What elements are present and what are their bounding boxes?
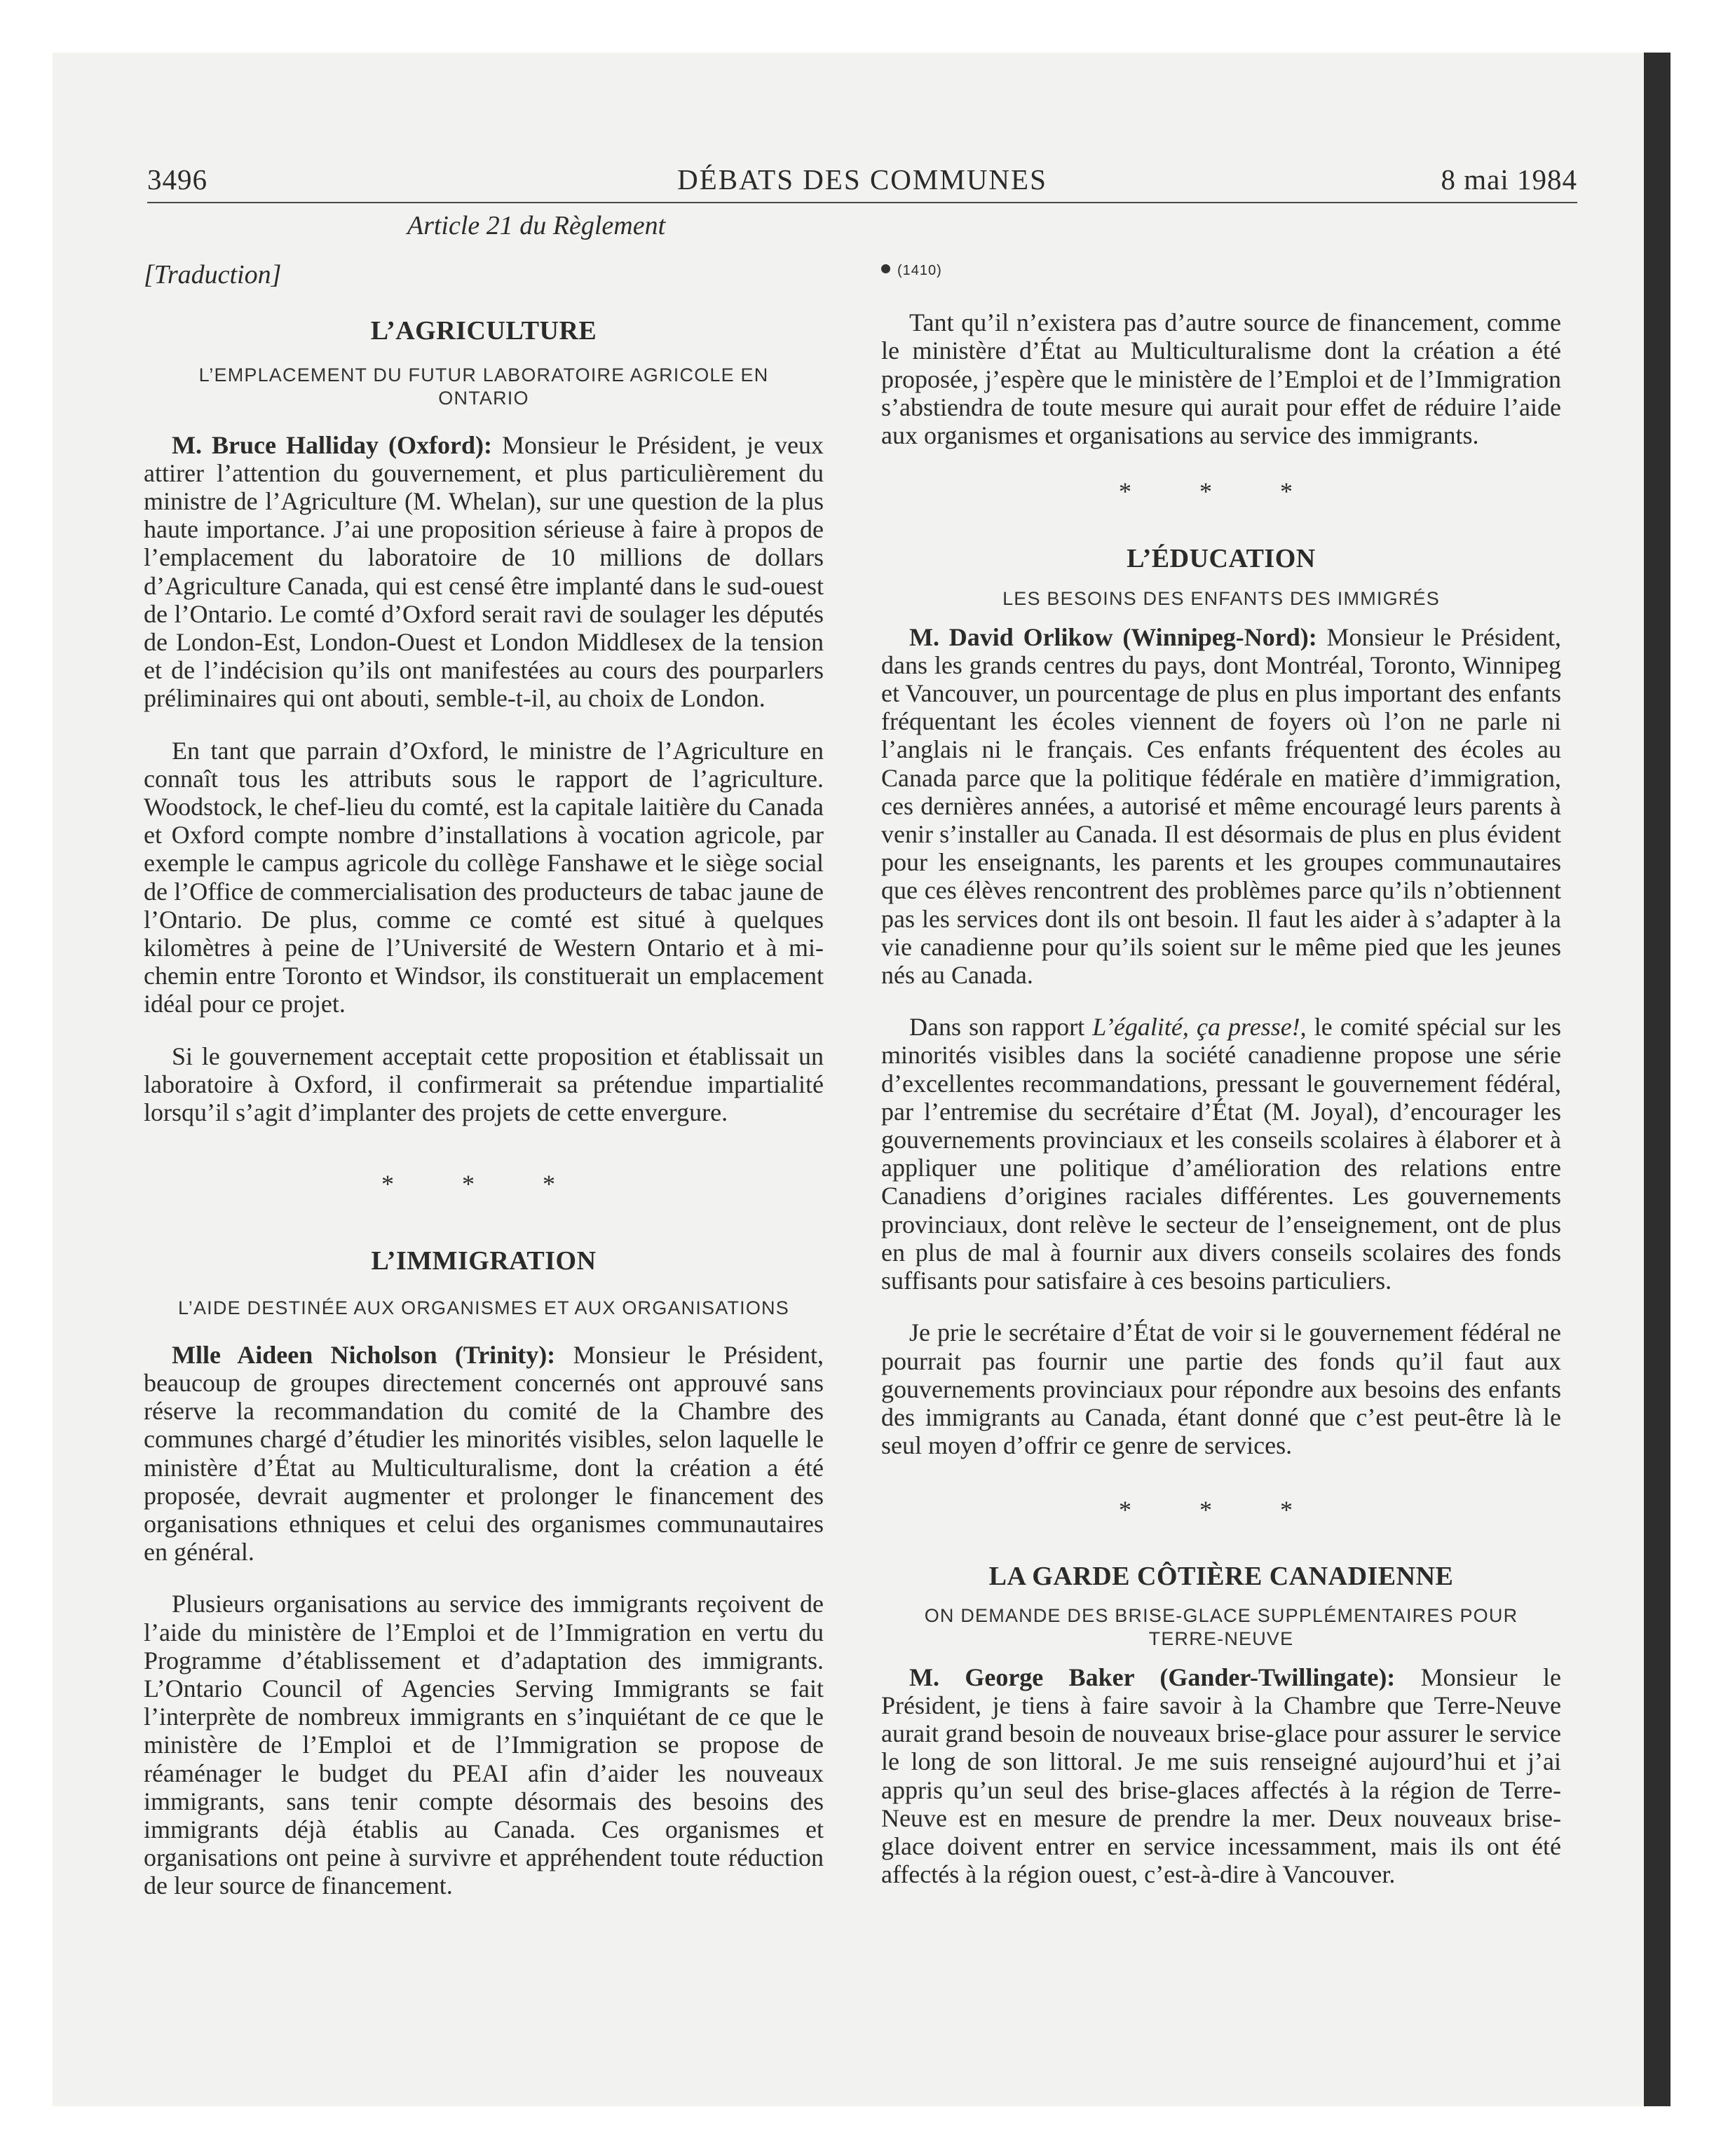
education-paragraph bbox=[881, 623, 1561, 990]
right-column bbox=[881, 252, 1561, 1888]
immigration-subheading: L’AIDE DESTINÉE AUX ORGANISMES ET AUX ORGANISATIONS bbox=[178, 1297, 789, 1318]
agriculture-subheading: L’EMPLACEMENT DU FUTUR LABORATOIRE AGRICOLE EN ONTARIO bbox=[198, 364, 769, 409]
immigration-paragraph: Plusieurs organisations au service des immigrants reçoivent de l’aide du ministère de l’Emploi et de l’Immigration en vertu du Programme d’établissement et d’adaptation des immigrants. L’Ontario Council of Agencies Serving Immigrants se fait l’interprète de nombreux immigrants en s’inquiétant de ce que le ministère de l’Emploi et de l’Immigration se propose de réaménager le budget du PEAI afin d’aider les nouveaux immigrants, sans tenir compte désormais des besoins des immigrants déjà établis au Canada. Ces organismes et organisations ont peine à survivre et appréhendent toute réduction de leur source de financement. bbox=[144, 1590, 824, 1900]
agriculture-paragraph: En tant que parrain d’Oxford, le ministre de l’Agriculture en connaît tous les attributs sous le rapport de l’agriculture. Woodstock, le chef-lieu du comté, est la capitale laitière du Canada et Oxford compte nombre d’installations à vocation agricole, par exemple le campus agricole du collège Fanshawe et le siège social de l’Office de commercialisation des producteurs de tabac jaune de l’Ontario. De plus, comme ce comté est situé à quelques kilomètres à peine de l’Université de Western Ontario et à mi-chemin entre Toronto et Windsor, ils constituerait un emplacement idéal pour ce projet. bbox=[144, 736, 824, 1018]
publication-title: DÉBATS DES COMMUNES bbox=[677, 163, 1047, 196]
agriculture-paragraph: Si le gouvernement acceptait cette proposition et établissait un laboratoire à Oxford, il confirmerait sa prétendue impartialité lorsqu’il s’agit d’implanter des projets de cette envergure. bbox=[144, 1042, 824, 1127]
bullet-icon bbox=[881, 264, 890, 273]
paragraph-text: Monsieur le Président, je tiens à faire savoir à la Chambre que Terre-Neuve aurait grand besoin de nouveaux brise-glace pour assurer le service le long de son littoral. Je me suis renseigné aujourd’hui et j’ai appris qu’un seul des brise-glaces affectés à la région de Terre-Neuve est en mesure de prendre la mer. Deux nouveaux brise-glace doivent entrer en service incessamment, mais ils ont été affectés à la région ouest, c’est-à-dire à Vancouver. bbox=[881, 1663, 1561, 1889]
education-paragraph: Je prie le secrétaire d’État de voir si le gouvernement fédéral ne pourrait pas fournir une partie des fonds qu’il faut aux gouvernements provinciaux pour répondre aux besoins des enfants des immigrants au Canada, étant donné que c’est peut-être là le seul moyen d’offrir ce genre de services. bbox=[881, 1318, 1561, 1460]
page-number: 3496 bbox=[147, 163, 207, 196]
immigration-paragraph: Tant qu’il n’existera pas d’autre source de financement, comme le ministère d’État au Multiculturalisme dont la création a été proposée, j’espère que le ministère de l’Emploi et de l’Immigration s’abstiendra de toute mesure qui aurait pour effet de réduire l’aide aux organismes et organisations au service des immigrants. bbox=[881, 308, 1561, 450]
scan-edge bbox=[1644, 53, 1671, 2106]
immigration-heading: L’IMMIGRATION bbox=[371, 1246, 597, 1276]
timestamp: (1410) bbox=[881, 252, 1561, 285]
education-paragraph: Dans son rapport L’égalité, ça presse!, le comité spécial sur les minorités visibles dans la société canadienne propose une série d’excellentes recommandations, pressant le gouvernement fédéral, par l’entremise du secrétaire d’État (M. Joyal), d’encourager les gouvernements provinciaux et les conseils scolaires à élaborer et à appliquer une politique d’amélioration des relations entre Canadiens d’origines raciales différentes. Les gouvernements provinciaux, dont relève le secteur de l’enseignement, ont de plus en plus de mal à fournir aux divers conseils scolaires des fonds suffisants pour satisfaire à ces besoins particuliers. bbox=[881, 1013, 1561, 1295]
section-separator: * * * bbox=[1119, 477, 1324, 506]
education-subheading: LES BESOINS DES ENFANTS DES IMMIGRÉS bbox=[1002, 587, 1440, 609]
coast-guard-paragraph bbox=[881, 1663, 1561, 1889]
coast-guard-subheading: ON DEMANDE DES BRISE-GLACE SUPPLÉMENTAIRES POUR TERRE-NEUVE bbox=[924, 1604, 1518, 1649]
section-separator: * * * bbox=[381, 1170, 586, 1199]
left-column bbox=[144, 210, 824, 1900]
section-separator: * * * bbox=[1119, 1496, 1324, 1524]
paragraph-text: Monsieur le Président, beaucoup de groupes directement concernés ont approuvé sans réserve la recommandation du comité de la Chambre des communes chargé d’étudier les minorités visibles, selon laquelle le ministère d’État au Multiculturalisme, dont la création a été proposée, devrait augmenter et prolonger le financement des organisations ethniques et celui des organismes communautaires en général. bbox=[144, 1340, 824, 1567]
page-date: 8 mai 1984 bbox=[1441, 163, 1577, 196]
coast-guard-heading: LA GARDE CÔTIÈRE CANADIENNE bbox=[988, 1561, 1454, 1591]
report-title: L’égalité, ça presse! bbox=[1092, 1013, 1300, 1042]
speaker-name: M. David Orlikow (Winnipeg-Nord): bbox=[909, 622, 1317, 651]
speaker-name: M. George Baker (Gander-Twillingate): bbox=[909, 1663, 1396, 1691]
paragraph-text: Monsieur le Président, dans les grands centres du pays, dont Montréal, Toronto, Winnipeg et Vancouver, un pourcentage de plus en plus important des enfants fréquentant les écoles viennent de foyers où l’on ne parle ni l’anglais ni le français. Ces enfants fréquentent des écoles au Canada parce que la politique fédérale en matière d’immigration, ces dernières années, a autorisé et même encouragé leurs parents à venir s’installer au Canada. Il est désormais de plus en plus évident pour les enseignants, les parents et les groupes communautaires que ces élèves rencontrent des problèmes parce qu’ils n’obtiennent pas les services dont ils ont besoin. Il faut les aider à s’adapter à la vie canadienne pour qu’ils soient sur le même pied que les jeunes nés au Canada. bbox=[881, 622, 1561, 990]
translation-note: [Traduction] bbox=[144, 260, 282, 290]
speaker-name: M. Bruce Halliday (Oxford): bbox=[172, 430, 492, 459]
page-header bbox=[147, 160, 1577, 203]
rule-title: Article 21 du Règlement bbox=[407, 211, 666, 240]
speaker-name: Mlle Aideen Nicholson (Trinity): bbox=[172, 1340, 556, 1369]
agriculture-heading: L’AGRICULTURE bbox=[370, 316, 597, 346]
paragraph-text: Monsieur le Président, je veux attirer l’attention du gouvernement, et plus particulièrement du ministre de l’Agriculture (M. Whelan), sur une question de la plus haute importance. J’ai une proposition sérieuse à faire à propos de l’emplacement du laboratoire de 10 millions de dollars d’Agriculture Canada, qui est censé être implanté dans le sud-ouest de l’Ontario. Le comté d’Oxford serait ravi de soulager les députés de London-Est, London-Ouest et London Middlesex de la tension et de l’indécision qu’ils ont manifestées au cours des pourparlers préliminaires qui ont abouti, semble-t-il, au choix de London. bbox=[144, 430, 824, 713]
immigration-paragraph bbox=[144, 1341, 824, 1567]
education-heading: L’ÉDUCATION bbox=[1127, 544, 1316, 574]
agriculture-paragraph bbox=[144, 431, 824, 713]
